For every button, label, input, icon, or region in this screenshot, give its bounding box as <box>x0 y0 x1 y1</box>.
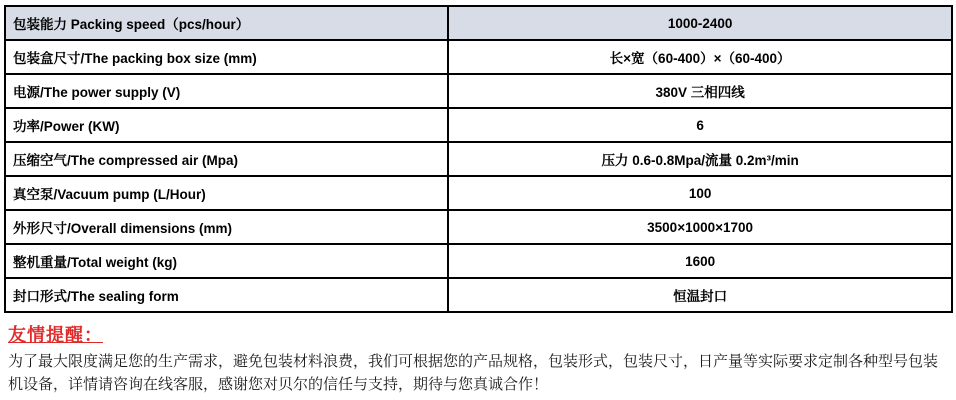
spec-value-power-supply: 380V 三相四线 <box>448 74 952 108</box>
spec-value-sealing-form: 恒温封口 <box>448 278 952 312</box>
table-row <box>5 40 952 74</box>
notice-heading: 友情提醒： <box>8 325 103 345</box>
table-row <box>5 176 952 210</box>
spec-label-vacuum-pump: 真空泵/Vacuum pump (L/Hour) <box>5 176 448 210</box>
spec-label-compressed-air: 压缩空气/The compressed air (Mpa) <box>5 142 448 176</box>
table-row <box>5 74 952 108</box>
spec-label-sealing-form: 封口形式/The sealing form <box>5 278 448 312</box>
spec-label-power-supply: 电源/The power supply (V) <box>5 74 448 108</box>
spec-value-packing-speed: 1000-2400 <box>448 6 952 40</box>
spec-label-dimensions: 外形尺寸/Overall dimensions (mm) <box>5 210 448 244</box>
table-row <box>5 210 952 244</box>
table-row <box>5 278 952 312</box>
spec-value-weight: 1600 <box>448 244 952 278</box>
spec-value-vacuum-pump: 100 <box>448 176 952 210</box>
spec-label-box-size: 包装盒尺寸/The packing box size (mm) <box>5 40 448 74</box>
spec-value-dimensions: 3500×1000×1700 <box>448 210 952 244</box>
spec-value-power: 6 <box>448 108 952 142</box>
table-row <box>5 6 952 40</box>
spec-label-packing-speed: 包装能力 Packing speed（pcs/hour） <box>5 6 448 40</box>
spec-table <box>4 5 953 313</box>
spec-label-weight: 整机重量/Total weight (kg) <box>5 244 448 278</box>
spec-label-power: 功率/Power (KW) <box>5 108 448 142</box>
table-row <box>5 142 952 176</box>
notice-body-text: 为了最大限度满足您的生产需求，避免包装材料浪费，我们可根据您的产品规格，包装形式，包装尺寸，日产量等实际要求定制各种型号包装机设备，详情请咨询在线客服，感谢您对贝尔的信任与支持，期待与您真诚合作！ <box>8 354 939 393</box>
table-row <box>5 244 952 278</box>
table-row <box>5 108 952 142</box>
spec-value-box-size: 长×宽（60-400）×（60-400） <box>448 40 952 74</box>
spec-value-compressed-air: 压力 0.6-0.8Mpa/流量 0.2m³/min <box>448 142 952 176</box>
